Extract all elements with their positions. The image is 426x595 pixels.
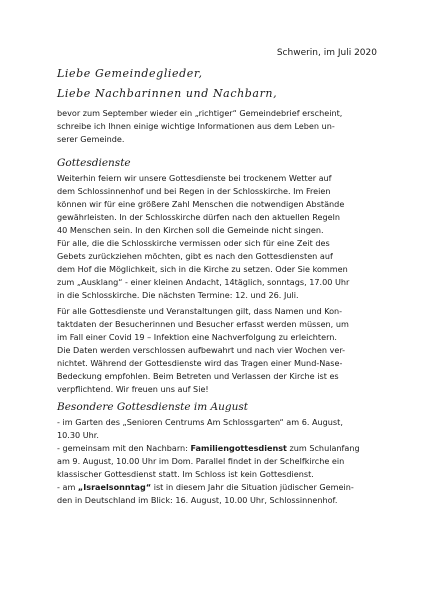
gottesdienste-paragraph-2	[57, 305, 377, 396]
dateline: Schwerin, im Juli 2020	[276, 48, 377, 58]
text-line: am 9. August, 10.00 Uhr im Dom. Parallel findet in der Schelfkirche ein	[57, 456, 345, 466]
text-line: Gebets zurückziehen möchten, gibt es nach den Gottesdiensten auf	[57, 251, 333, 261]
section-heading-gottesdienste: Gottesdienste	[57, 157, 131, 169]
text-line: dem Schlossinnenhof und bei Regen in der Schlosskirche. Im Freien	[57, 186, 331, 196]
text-line: im Fall einer Covid 19 – Infektion eine Nachverfolgung zu erleichtern.	[57, 332, 337, 342]
text-line: Für alle, die die Schlosskirche vermissen oder sich für eine Zeit des	[57, 238, 330, 248]
text-line: klassischer Gottesdienst statt. Im Schloss ist kein Gottesdienst.	[57, 469, 314, 479]
text-line: gewährleisten. In der Schlosskirche dürfen nach den aktuellen Regeln	[57, 212, 340, 222]
text-line: nichtet. Während der Gottesdienste wird das Tragen einer Mund-Nase-	[57, 358, 343, 368]
intro-paragraph	[57, 107, 377, 146]
text-line: verpflichtend. Wir freuen uns auf Sie!	[57, 384, 209, 394]
text-line: 40 Menschen sein. In den Kirchen soll die Gemeinde nicht singen.	[57, 225, 324, 235]
text-line	[57, 481, 377, 494]
text-fragment: ist in diesem Jahr die Situation jüdischer Gemein-	[151, 482, 354, 492]
text-line: Die Daten werden verschlossen aufbewahrt und nach vier Wochen ver-	[57, 345, 346, 355]
bold-term-israelsonntag: „Israelsonntag“	[77, 482, 152, 492]
text-line	[57, 442, 377, 455]
august-list	[57, 416, 377, 507]
text-line: - im Garten des „Senioren Centrums Am Schlossgarten“ am 6. August,	[57, 417, 343, 427]
bold-term-familiengottesdienst: Familiengottesdienst	[190, 443, 287, 453]
gottesdienste-paragraph-1	[57, 172, 377, 302]
text-fragment: - am	[57, 482, 78, 492]
text-line: Bedeckung empfohlen. Beim Betreten und Verlassen der Kirche ist es	[57, 371, 339, 381]
section-heading-august: Besondere Gottesdienste im August	[57, 401, 248, 413]
text-line: den in Deutschland im Blick: 16. August, 10.00 Uhr, Schlossinnenhof.	[57, 495, 338, 505]
text-fragment: zum Schulanfang	[286, 443, 360, 453]
text-line: dem Hof die Möglichkeit, sich in die Kirche zu setzen. Oder Sie kommen	[57, 264, 348, 274]
text-line: bevor zum September wieder ein „richtiger“ Gemeindebrief erscheint,	[57, 108, 343, 118]
text-line: zum „Ausklang“ - einer kleinen Andacht, 14täglich, sonntags, 17.00 Uhr	[57, 277, 350, 287]
text-line: schreibe ich Ihnen einige wichtige Informationen aus dem Leben un-	[57, 121, 335, 131]
greeting-line-2: Liebe Nachbarinnen und Nachbarn,	[57, 87, 278, 100]
greeting-line-1: Liebe Gemeindeglieder,	[57, 67, 203, 80]
text-line: serer Gemeinde.	[57, 134, 125, 144]
text-line: Für alle Gottesdienste und Veranstaltungen gilt, dass Namen und Kon-	[57, 306, 343, 316]
text-fragment: - gemeinsam mit den Nachbarn:	[57, 443, 191, 453]
text-line: können wir für eine größere Zahl Menschen die notwendigen Abstände	[57, 199, 345, 209]
text-line: in die Schlosskirche. Die nächsten Termine: 12. und 26. Juli.	[57, 290, 299, 300]
text-line: Weiterhin feiern wir unsere Gottesdienste bei trockenem Wetter auf	[57, 173, 332, 183]
text-line: 10.30 Uhr.	[57, 430, 99, 440]
text-line: taktdaten der Besucherinnen und Besucher erfasst werden müssen, um	[57, 319, 349, 329]
